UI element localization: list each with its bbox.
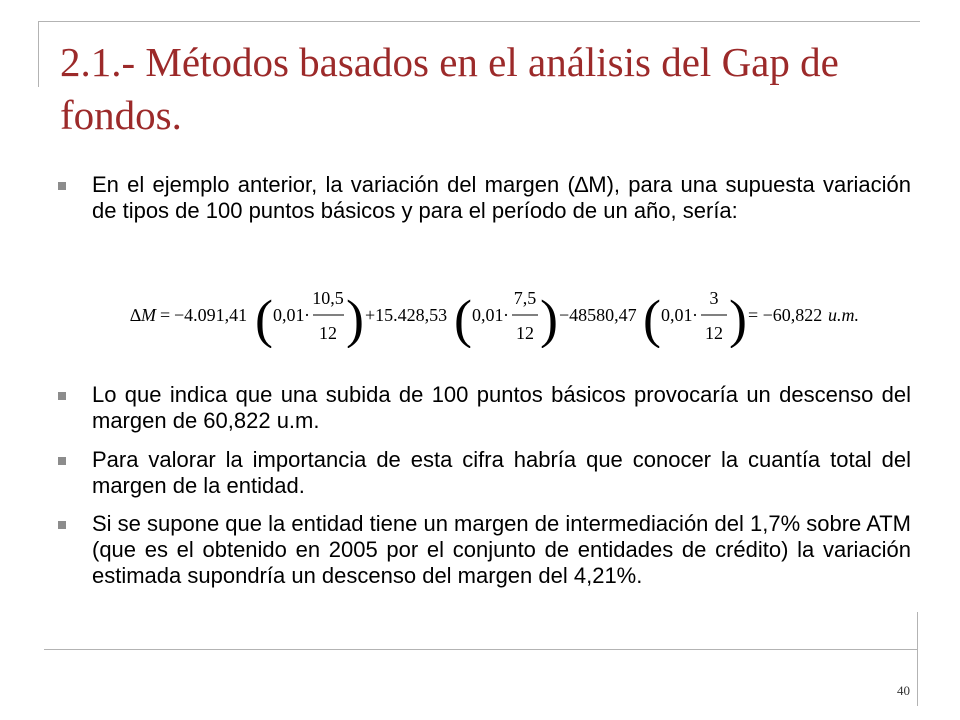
- formula-term3-coef: −48580,47: [559, 305, 637, 325]
- slide-title: 2.1.- Métodos basados en el análisis del Gap de fondos.: [60, 39, 839, 138]
- bullet-text: Lo que indica que una subida de 100 puntos básicos provocaría un descenso del margen de 60,822 u.m.: [92, 382, 911, 433]
- formula-frac3-den: 12: [705, 323, 723, 343]
- formula-dot: ·: [304, 305, 310, 325]
- formula-frac1-num: 10,5: [312, 288, 344, 308]
- bottom-rule: [44, 649, 918, 650]
- page-number: 40: [897, 683, 910, 698]
- formula-open-paren: (: [255, 289, 273, 348]
- left-rule: [38, 21, 39, 87]
- formula-frac1-den: 12: [319, 323, 337, 343]
- formula-open-paren: (: [454, 289, 472, 348]
- formula-open-paren: (: [643, 289, 661, 348]
- bullet-text: En el ejemplo anterior, la variación del margen (∆M), para una supuesta variación de tipos de 100 puntos básicos y para el período de un año, sería:: [92, 172, 911, 223]
- formula-close-paren: ): [729, 289, 747, 348]
- formula-lhs: ∆M: [130, 305, 157, 325]
- formula-dot: ·: [503, 305, 509, 325]
- formula-unit: u.m.: [828, 305, 859, 325]
- formula-close-paren: ): [540, 289, 558, 348]
- bullet-text: Para valorar la importancia de esta cifra habría que conocer la cuantía total del margen de la entidad.: [92, 447, 911, 498]
- formula-frac2-num: 7,5: [513, 288, 537, 308]
- formula-rate: 0,01: [273, 305, 305, 325]
- bullet-marker: [58, 182, 66, 190]
- formula-term2-coef: +15.428,53: [365, 305, 448, 325]
- formula-equals: =: [160, 305, 171, 325]
- top-rule: [38, 21, 920, 22]
- right-rule: [917, 612, 918, 706]
- formula-rate: 0,01: [472, 305, 504, 325]
- formula-term1-coef: −4.091,41: [174, 305, 248, 325]
- formula-frac2-den: 12: [516, 323, 534, 343]
- bullet-marker: [58, 457, 66, 465]
- bullet-text: Si se supone que la entidad tiene un margen de intermediación del 1,7% sobre ATM (que es el obtenido en 2005 por el conjunto de entidades de crédito) la variación estimada supondría un descenso del margen del 4,21%.: [92, 511, 911, 588]
- bullet-marker: [58, 521, 66, 529]
- delta-margin-formula: [130, 282, 870, 348]
- formula-result: = −60,822: [748, 305, 823, 325]
- formula-dot: ·: [692, 305, 698, 325]
- formula-rate: 0,01: [661, 305, 693, 325]
- formula-frac3-num: 3: [709, 288, 719, 308]
- bullet-marker: [58, 392, 66, 400]
- formula-close-paren: ): [346, 289, 364, 348]
